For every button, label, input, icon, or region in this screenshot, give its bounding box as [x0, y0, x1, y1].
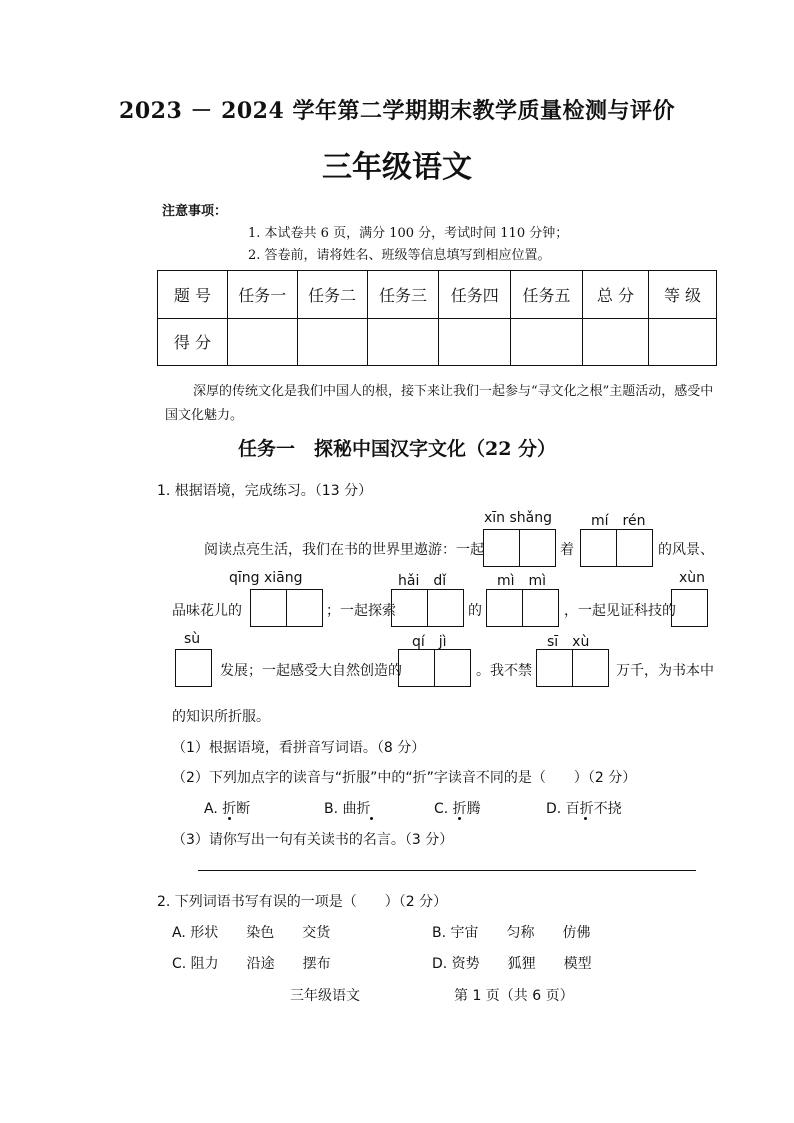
- q2-option-b[interactable]: B. 宇宙 匀称 仿佛: [432, 925, 591, 941]
- q1-sub2-option-d[interactable]: D. 百折不挠: [546, 801, 622, 817]
- q1-sub2-option-b[interactable]: B. 曲折: [324, 801, 371, 817]
- note-item: 1. 本试卷共 6 页，满分 100 分，考试时间 110 分钟；: [248, 226, 569, 241]
- answer-grid-qiji[interactable]: [398, 649, 471, 687]
- answer-grid-xun[interactable]: [671, 589, 708, 627]
- answer-grid-miren[interactable]: [580, 529, 653, 567]
- score-table-header-row: [158, 271, 717, 319]
- pinyin-sixu: sī xù: [547, 634, 590, 650]
- score-cell[interactable]: [227, 318, 297, 366]
- score-cell[interactable]: [439, 318, 511, 366]
- pinyin-xinshang: xīn shǎng: [484, 510, 553, 526]
- q2-stem: 2. 下列词语书写有误的一项是（ ）（2 分）: [157, 894, 448, 910]
- pinyin-mimi: mì mì: [497, 573, 547, 589]
- q1-sub2-option-c[interactable]: C. 折腾: [434, 801, 481, 817]
- intro-paragraph: 深厚的传统文化是我们中国人的根，接下来让我们一起参与“寻文化之根”主题活动，感受中国文化魅力。: [165, 384, 714, 423]
- score-header-cell: 任务五: [511, 271, 583, 319]
- passage-text: 品味花儿的: [172, 603, 242, 619]
- passage-text: 。我不禁: [476, 663, 532, 679]
- passage-text: 阅读点亮生活，我们在书的世界里遨游：一起: [204, 542, 484, 558]
- notes-title: 注意事项：: [162, 204, 228, 219]
- score-header-cell: 总 分: [582, 271, 648, 319]
- answer-line[interactable]: [198, 870, 696, 871]
- score-cell[interactable]: [648, 318, 716, 366]
- exam-title: 2023 － 2024 学年第二学期期末教学质量检测与评价: [119, 98, 675, 124]
- q1-sub2-option-a[interactable]: A. 折断: [204, 801, 251, 817]
- pinyin-su: sù: [184, 631, 201, 647]
- emphasis-dot: [228, 817, 231, 820]
- answer-grid-qingxiang[interactable]: [250, 589, 323, 627]
- emphasis-dot: [370, 817, 373, 820]
- footer-page-number: 第 1 页（共 6 页）: [454, 988, 574, 1004]
- score-row-label: 得 分: [158, 318, 228, 366]
- passage-text: 着: [560, 542, 574, 558]
- score-header-cell: 任务三: [367, 271, 439, 319]
- pinyin-miren: mí rén: [591, 513, 646, 529]
- q2-option-d[interactable]: D. 资势 狐狸 模型: [432, 956, 592, 972]
- exam-subject: 三年级语文: [322, 150, 472, 185]
- q1-sub3: （3）请你写出一句有关读书的名言。（3 分）: [172, 832, 454, 848]
- q1-sub1: （1）根据语境，看拼音写词语。（8 分）: [172, 740, 426, 756]
- q1-stem: 1. 根据语境，完成练习。（13 分）: [157, 483, 373, 499]
- pinyin-haidi: hǎi dǐ: [398, 573, 447, 589]
- pinyin-qingxiang: qīng xiāng: [229, 570, 303, 586]
- passage-text: 发展；一起感受大自然创造的: [220, 663, 402, 679]
- answer-grid-sixu[interactable]: [536, 649, 609, 687]
- answer-grid-haidi[interactable]: [391, 589, 464, 627]
- emphasis-dot: [458, 817, 461, 820]
- score-header-cell: 等 级: [648, 271, 716, 319]
- passage-text: 万千，为书本中: [616, 663, 714, 679]
- answer-grid-su[interactable]: [175, 649, 212, 687]
- score-cell[interactable]: [367, 318, 439, 366]
- score-cell[interactable]: [511, 318, 583, 366]
- task1-title: 任务一 探秘中国汉字文化（22 分）: [237, 438, 557, 460]
- passage-text: 的知识所折服。: [172, 709, 270, 725]
- score-header-cell: 题 号: [158, 271, 228, 319]
- score-cell[interactable]: [582, 318, 648, 366]
- score-header-cell: 任务四: [439, 271, 511, 319]
- pinyin-qiji: qí jì: [412, 634, 447, 650]
- q2-option-c[interactable]: C. 阻力 沿途 摆布: [172, 956, 331, 972]
- passage-text: 的: [468, 603, 482, 619]
- score-header-cell: 任务二: [297, 271, 367, 319]
- score-cell[interactable]: [297, 318, 367, 366]
- passage-text: ，一起见证科技的: [564, 603, 676, 619]
- emphasis-dot: [584, 817, 587, 820]
- score-table: [157, 270, 717, 366]
- footer-subject: 三年级语文: [290, 988, 360, 1004]
- score-table-score-row: [158, 318, 717, 366]
- q2-option-a[interactable]: A. 形状 染色 交货: [172, 925, 331, 941]
- q1-sub2: （2）下列加点字的读音与“折服”中的“折”字读音不同的是（ ）（2 分）: [172, 770, 637, 786]
- answer-grid-xinshang[interactable]: [483, 529, 556, 567]
- passage-text: 的风景、: [658, 542, 714, 558]
- passage-text: ；一起探索: [326, 603, 396, 619]
- score-header-cell: 任务一: [227, 271, 297, 319]
- answer-grid-mimi[interactable]: [486, 589, 559, 627]
- pinyin-xun: xùn: [679, 570, 706, 586]
- note-item: 2. 答卷前，请将姓名、班级等信息填写到相应位置。: [248, 248, 551, 263]
